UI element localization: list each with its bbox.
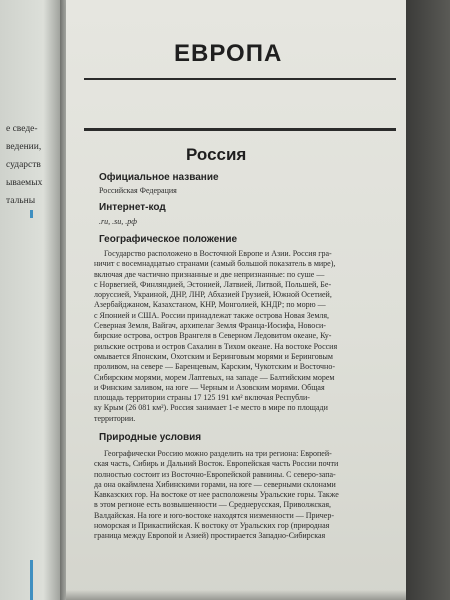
text-line: номорская и Прикаспийская. К востоку от Уральских гор (природная xyxy=(94,521,330,531)
text-line: проливом, на севере — Баренцевым, Карским, Чукотским и Восточно- xyxy=(94,362,335,372)
text-line: территории. xyxy=(94,413,136,423)
official-name-value: Российская Федерация xyxy=(99,186,177,195)
nature-paragraph xyxy=(94,449,406,542)
text-line: Сибирским морями, морем Лаптевых, на западе — Балтийским морем xyxy=(94,372,335,382)
text-line: Географически Россию можно разделить на три региона: Европей- xyxy=(104,449,332,458)
text-line: Северная Земля, Вайгач, архипелаг Земля Франца-Иосифа, Новоси- xyxy=(94,321,326,331)
left-page-text-fragment: тальны xyxy=(6,196,36,206)
text-line: ская часть, Сибирь и Дальний Восток. Европейская часть России почти xyxy=(94,459,339,469)
official-name-heading: Официальное название xyxy=(99,172,219,183)
left-page-text-fragment: е сведе- xyxy=(6,124,38,134)
geography-paragraph xyxy=(94,249,406,424)
text-line: рильские острова и остров Сахалин в Тихом океане. На востоке Россия xyxy=(94,341,338,351)
header-rule-bottom xyxy=(84,128,396,131)
left-page-text-fragment: ведении, xyxy=(6,142,42,152)
page-bottom-shadow xyxy=(66,590,406,600)
left-page-edge xyxy=(0,0,62,600)
text-line: Государство расположено в Восточной Европе и Азии. Россия гра- xyxy=(104,249,332,258)
header-rule-top xyxy=(84,78,396,80)
text-line: и Финским заливом, на юге — Черным и Азовским морями. Общая xyxy=(94,382,325,392)
text-line: с Японией и США. России принадлежат также острова Новая Земля, xyxy=(94,310,330,320)
geography-heading: Географическое положение xyxy=(99,234,238,245)
text-line: с Норвегией, Финляндией, Эстонией, Латвией, Литвой, Польшей, Бе- xyxy=(94,279,332,289)
section-title: ЕВРОПА xyxy=(174,40,283,67)
left-page-text-fragment: ываемых xyxy=(6,178,43,188)
nature-heading: Природные условия xyxy=(99,432,202,443)
text-line: ничит с восемнадцатью странами (самый большой показатель в мире), xyxy=(94,259,336,269)
text-line: Валдайская. На юге и юго-востоке находятся низменности — Причер- xyxy=(94,510,335,520)
text-line: включая две частично признанные и две непризнанные: по суше — xyxy=(94,269,325,279)
blue-cover-edge xyxy=(30,560,33,600)
left-page-text-fragment: сударств xyxy=(6,160,41,170)
text-line: площадь территории страны 17 125 191 км² включая Республи- xyxy=(94,393,310,403)
internet-code-value: .ru, .su, .рф xyxy=(99,217,137,226)
text-line: Азербайджаном, Казахстаном, КНР, Монголией, КНДР; по морю — xyxy=(94,300,326,310)
book-page xyxy=(66,0,406,600)
background-surface xyxy=(406,0,450,600)
text-line: бирские острова, остров Врангеля в Северном Ледовитом океане, Ку- xyxy=(94,331,332,341)
text-line: да она окаймлена Хибинскими горами, на юге — северными склонами xyxy=(94,479,336,489)
text-line: граница между Европой и Азией) простирается Западно-Сибирская xyxy=(94,531,326,541)
blue-page-tab xyxy=(30,210,33,218)
text-line: в этом регионе есть возвышенности — Среднерусская, Приволжская, xyxy=(94,500,332,510)
text-line: лоруссией, Украиной, ДНР, ЛНР, Абхазией Грузией, Южной Осетией, xyxy=(94,290,332,300)
internet-code-heading: Интернет-код xyxy=(99,202,166,213)
country-title: Россия xyxy=(186,145,247,164)
text-line: полностью состоит из Восточно-Европейской равнины. С северо-запа- xyxy=(94,469,336,479)
text-line: омывается Японским, Охотским и Беринговым морями и Беринговым xyxy=(94,351,333,361)
text-line: Кавказских гор. На востоке от нее расположены Уральские горы. Также xyxy=(94,490,339,500)
text-line: ку Крым (26 081 км²). Россия занимает 1-е место в мире по площади xyxy=(94,403,328,413)
